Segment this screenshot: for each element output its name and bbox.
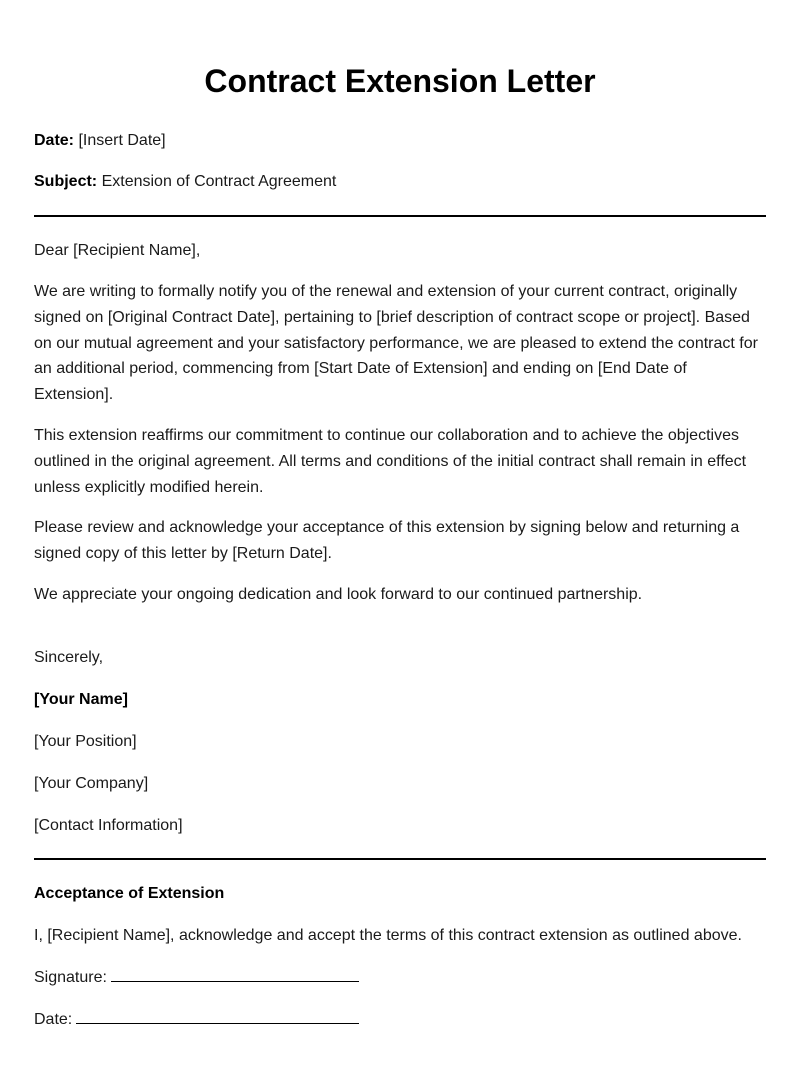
- body-paragraph-1: We are writing to formally notify you of the renewal and extension of your current contract, originally signed on [Original Contract Date], pertaining to [brief description of contract scope or project]. Based on our mutual agreement and your satisfactory performance, we are pleased to extend the contract for an additional period, commencing from [Start Date of Extension] and ending on [End Date of Extension].: [34, 283, 758, 404]
- acceptance-statement: I, [Recipient Name], acknowledge and accept the terms of this contract extension as outlined above.: [34, 926, 742, 944]
- signature-field: [34, 967, 766, 988]
- acceptance-heading: Acceptance of Extension: [34, 884, 225, 902]
- subject-label: Subject:: [34, 173, 98, 190]
- closing: Sincerely,: [34, 648, 104, 666]
- sender-company: [Your Company]: [34, 774, 149, 792]
- signature-label: Signature:: [34, 968, 107, 986]
- header-divider: [34, 215, 766, 217]
- date-label: Date:: [34, 132, 75, 149]
- acceptance-date-field: [34, 1009, 766, 1030]
- body-paragraph-4: We appreciate your ongoing dedication and look forward to our continued partnership.: [34, 585, 643, 603]
- signature-blank-line: [111, 967, 359, 982]
- greeting: Dear [Recipient Name],: [34, 242, 201, 259]
- subject-value: Extension of Contract Agreement: [101, 173, 337, 190]
- sender-position: [Your Position]: [34, 732, 137, 750]
- sender-name: [Your Name]: [34, 690, 128, 708]
- acceptance-divider: [34, 858, 766, 860]
- acceptance-date-label: Date:: [34, 1010, 73, 1028]
- date-value: [Insert Date]: [78, 132, 166, 149]
- body-paragraph-3: Please review and acknowledge your acceptance of this extension by signing below and returning a signed copy of this letter by [Return Date].: [34, 519, 740, 563]
- date-line: [34, 131, 766, 151]
- page-title: Contract Extension Letter: [204, 63, 596, 99]
- acceptance-date-blank-line: [76, 1009, 359, 1024]
- subject-line: [34, 172, 766, 192]
- body-paragraph-2: This extension reaffirms our commitment to continue our collaboration and to achieve the objectives outlined in the original agreement. All terms and conditions of the initial contract shall remain in effect unless explicitly modified herein.: [34, 426, 747, 496]
- sender-contact: [Contact Information]: [34, 816, 183, 834]
